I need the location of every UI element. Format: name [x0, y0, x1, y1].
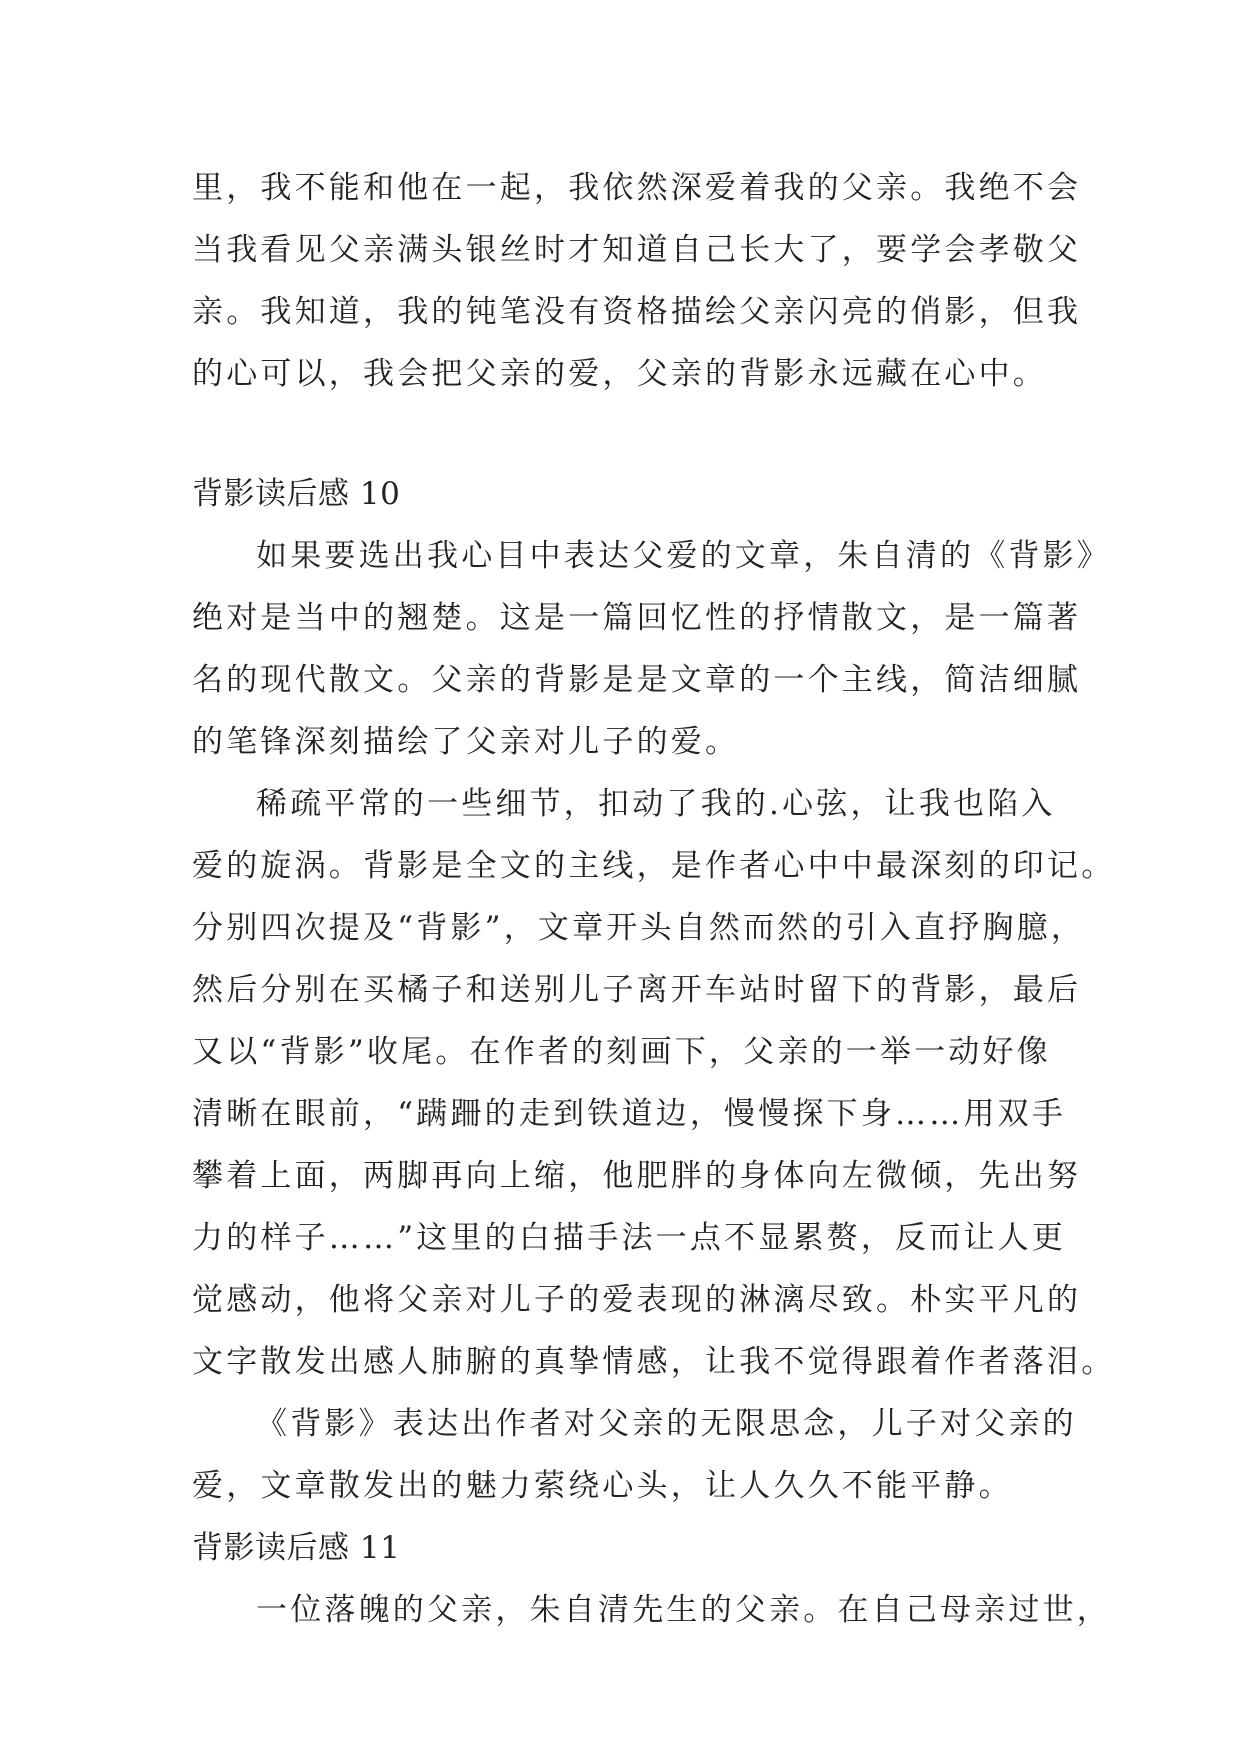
paragraph-line: 当我看见父亲满头银丝时才知道自己长大了，要学会孝敬父 — [192, 232, 1082, 268]
paragraph-line: 的心可以，我会把父亲的爱，父亲的背影永远藏在心中。 — [192, 356, 1047, 392]
section-heading-11: 背影读后感 11 — [192, 1530, 401, 1566]
paragraph-line: 《背影》表达出作者对父亲的无限思念，儿子对父亲的 — [256, 1406, 1077, 1442]
paragraph-line: 文字散发出感人肺腑的真挚情感，让我不觉得跟着作者落泪。 — [192, 1344, 1116, 1380]
paragraph-line: 分别四次提及“背影”，文章开头自然而然的引入直抒胸臆， — [192, 910, 1086, 946]
paragraph-line: 然后分别在买橘子和送别儿子离开车站时留下的背影，最后 — [192, 972, 1082, 1008]
paragraph-line: 爱，文章散发出的魅力萦绕心头，让人久久不能平静。 — [192, 1468, 1013, 1504]
paragraph-line: 觉感动，他将父亲对儿子的爱表现的淋漓尽致。朴实平凡的 — [192, 1282, 1082, 1318]
paragraph-line: 亲。我知道，我的钝笔没有资格描绘父亲闪亮的俏影，但我 — [192, 294, 1082, 330]
paragraph-line: 里，我不能和他在一起，我依然深爱着我的父亲。我绝不会 — [192, 170, 1082, 206]
paragraph-line: 攀着上面，两脚再向上缩，他肥胖的身体向左微倾，先出努 — [192, 1158, 1082, 1194]
paragraph-line: 名的现代散文。父亲的背影是是文章的一个主线，简洁细腻 — [192, 662, 1082, 698]
paragraph-line: 稀疏平常的一些细节，扣动了我的.心弦，让我也陷入 — [256, 786, 1056, 822]
paragraph-line: 一位落魄的父亲，朱自清先生的父亲。在自己母亲过世， — [256, 1592, 1111, 1628]
paragraph-line: 绝对是当中的翘楚。这是一篇回忆性的抒情散文，是一篇著 — [192, 600, 1082, 636]
paragraph-line: 的笔锋深刻描绘了父亲对儿子的爱。 — [192, 724, 740, 760]
section-heading-10: 背影读后感 10 — [192, 476, 401, 512]
paragraph-line: 力的样子……”这里的白描手法一点不显累赘，反而让人更 — [192, 1220, 1067, 1256]
paragraph-line: 爱的旋涡。背影是全文的主线，是作者心中中最深刻的印记。 — [192, 848, 1116, 884]
paragraph-line: 又以“背影”收尾。在作者的刻画下，父亲的一举一动好像 — [192, 1034, 1051, 1070]
paragraph-line: 清晰在眼前，“蹒跚的走到铁道边，慢慢探下身……用双手 — [192, 1096, 1067, 1132]
paragraph-line: 如果要选出我心目中表达父爱的文章，朱自清的《背影》 — [256, 538, 1111, 574]
